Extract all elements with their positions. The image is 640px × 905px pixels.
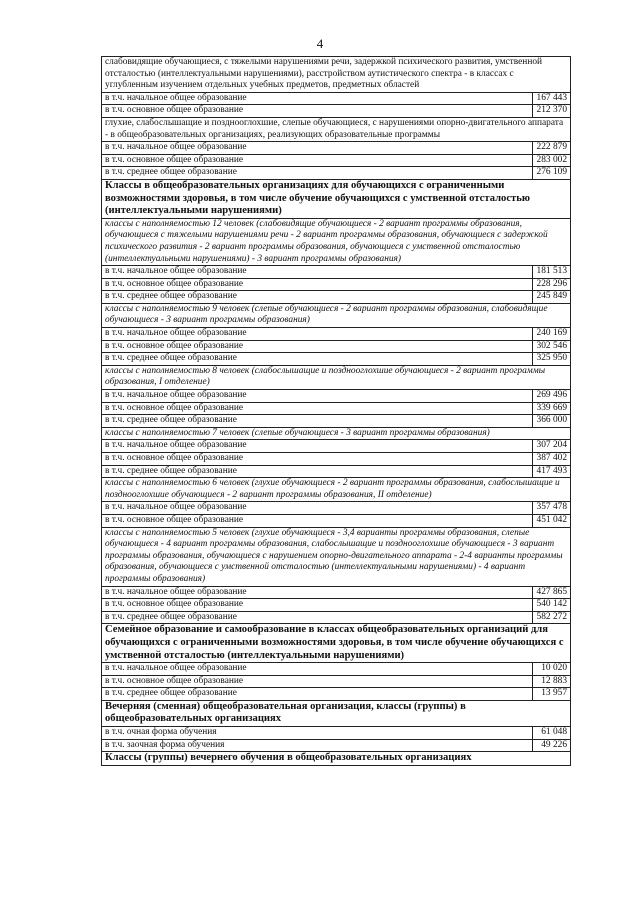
row-value: 417 493: [532, 465, 570, 478]
row-value: 10 020: [532, 663, 570, 676]
row-value: 540 142: [532, 599, 570, 612]
section-heading: Классы в общеобразовательных организациях для обучающихся с ограниченными возможностями здоровья, в том числе обучение обучающихся с умственной отсталостью (интеллектуальными нарушениями): [102, 179, 571, 218]
row-value: 167 443: [532, 92, 570, 105]
section-heading: Семейное образование и самообразование в классах общеобразовательных организаций для обучающихся с ограниченными возможностями здоровья, в том числе обучение обучающихся с умственной отсталостью (интеллектуальными нарушениями): [102, 624, 571, 663]
table-row: [102, 514, 571, 527]
row-value: 12 883: [532, 675, 570, 688]
table-row: [102, 390, 571, 403]
row-value: 240 169: [532, 328, 570, 341]
row-label: в т.ч. начальное общее образование: [102, 266, 533, 279]
table-row: [102, 675, 571, 688]
group-description: классы с наполняемостью 8 человек (слабослышащие и позднооглохшие обучающиеся - 2 вариант программы образования, I отделение): [102, 365, 571, 389]
group-description: классы с наполняемостью 5 человек (глухие обучающиеся - 3,4 варианты программы образования, слепые обучающиеся - 4 вариант программы образования, слабослышащие и позднооглохшие обучающиеся - 3 вариант программы образования, обучающиеся с нарушением опорно-двигательного аппарата - 2-4 варианты программы образования, обучающиеся с умственной отсталостью (интеллектуальными нарушениями) - 4 вариант программы образования): [102, 527, 571, 586]
row-value: 451 042: [532, 514, 570, 527]
category-row: [102, 117, 571, 141]
row-label: в т.ч. основное общее образование: [102, 278, 533, 291]
section-heading: Классы (группы) вечернего обучения в общеобразовательных организациях: [102, 752, 571, 766]
table-row: [102, 105, 571, 118]
row-label: в т.ч. начальное общее образование: [102, 390, 533, 403]
table-row: [102, 440, 571, 453]
row-value: 582 272: [532, 611, 570, 624]
group-description: классы с наполняемостью 6 человек (глухие обучающиеся - 2 вариант программы образования, слабослышащие и позднооглохшие обучающиеся - 2 вариант программы образования, II отделение): [102, 478, 571, 502]
class-group-row: [102, 365, 571, 389]
row-value: 387 402: [532, 453, 570, 466]
row-label: в т.ч. начальное общее образование: [102, 440, 533, 453]
table-row: [102, 586, 571, 599]
class-group-row: [102, 478, 571, 502]
row-value: 427 865: [532, 586, 570, 599]
row-label: в т.ч. среднее общее образование: [102, 611, 533, 624]
table-row: [102, 465, 571, 478]
class-group-row: [102, 218, 571, 265]
row-label: в т.ч. основное общее образование: [102, 599, 533, 612]
table-row: [102, 611, 571, 624]
table-row: [102, 340, 571, 353]
row-value: 283 002: [532, 154, 570, 167]
table-row: [102, 663, 571, 676]
table-row: [102, 688, 571, 701]
table-row: [102, 328, 571, 341]
row-label: в т.ч. основное общее образование: [102, 105, 533, 118]
table-row: [102, 291, 571, 304]
row-value: 245 849: [532, 291, 570, 304]
row-label: в т.ч. начальное общее образование: [102, 328, 533, 341]
section-heading-row: [102, 700, 571, 726]
row-value: 222 879: [532, 142, 570, 155]
row-label: в т.ч. среднее общее образование: [102, 465, 533, 478]
row-label: в т.ч. начальное общее образование: [102, 586, 533, 599]
row-label: в т.ч. среднее общее образование: [102, 353, 533, 366]
row-label: в т.ч. заочная форма обучения: [102, 739, 533, 752]
page-number: 4: [316, 36, 324, 51]
group-description: классы с наполняемостью 7 человек (слепые обучающиеся - 3 вариант программы образования): [102, 427, 571, 440]
table-row: [102, 92, 571, 105]
row-label: в т.ч. начальное общее образование: [102, 663, 533, 676]
cost-standards-table: [101, 56, 571, 766]
row-label: в т.ч. основное общее образование: [102, 453, 533, 466]
table-row: [102, 415, 571, 428]
group-description: глухие, слабослышащие и позднооглохшие, слепые обучающиеся, с нарушениями опорно-двигательного аппарата - в общеобразовательных организациях, реализующих образовательные программы: [102, 117, 571, 141]
row-value: 228 296: [532, 278, 570, 291]
row-value: 366 000: [532, 415, 570, 428]
table-row: [102, 453, 571, 466]
category-row: [102, 57, 571, 93]
group-description: классы с наполняемостью 9 человек (слепые обучающиеся - 2 вариант программы образования, слабовидящие обучающиеся - 3 вариант программы образования): [102, 303, 571, 327]
row-value: 13 957: [532, 688, 570, 701]
row-value: 307 204: [532, 440, 570, 453]
section-heading-row: [102, 179, 571, 218]
row-value: 269 496: [532, 390, 570, 403]
table-row: [102, 154, 571, 167]
row-label: в т.ч. основное общее образование: [102, 402, 533, 415]
section-heading-row: [102, 752, 571, 766]
group-description: классы с наполняемостью 12 человек (слабовидящие обучающиеся - 2 вариант программы образования, обучающиеся с тяжелыми нарушениями речи - 2 вариант программы образования, обучающиеся с задержкой психического развития - 2 вариант программы образования, обучающиеся с умственной отсталостью (интеллектуальными нарушениями) - 3 вариант программы образования): [102, 218, 571, 265]
row-label: в т.ч. среднее общее образование: [102, 291, 533, 304]
row-label: в т.ч. основное общее образование: [102, 340, 533, 353]
row-value: 357 478: [532, 502, 570, 515]
row-label: в т.ч. очная форма обучения: [102, 727, 533, 740]
table-row: [102, 167, 571, 180]
class-group-row: [102, 427, 571, 440]
row-label: в т.ч. среднее общее образование: [102, 415, 533, 428]
row-value: 276 109: [532, 167, 570, 180]
table-row: [102, 502, 571, 515]
table-row: [102, 266, 571, 279]
table-row: [102, 142, 571, 155]
section-heading: Вечерняя (сменная) общеобразовательная организация, классы (группы) в общеобразовательных организациях: [102, 700, 571, 726]
row-label: в т.ч. среднее общее образование: [102, 167, 533, 180]
row-label: в т.ч. начальное общее образование: [102, 142, 533, 155]
row-value: 212 370: [532, 105, 570, 118]
row-label: в т.ч. основное общее образование: [102, 514, 533, 527]
row-value: 302 546: [532, 340, 570, 353]
row-label: в т.ч. начальное общее образование: [102, 502, 533, 515]
row-label: в т.ч. основное общее образование: [102, 154, 533, 167]
row-label: в т.ч. среднее общее образование: [102, 688, 533, 701]
group-description: слабовидящие обучающиеся, с тяжелыми нарушениями речи, задержкой психического развития, умственной отсталостью (интеллектуальными нарушениями), расстройством аутистического спектра - в классах с углубленным изучением отдельных учебных предметов, предметных областей: [102, 57, 571, 93]
row-value: 325 950: [532, 353, 570, 366]
row-value: 49 226: [532, 739, 570, 752]
table-row: [102, 599, 571, 612]
row-value: 61 048: [532, 727, 570, 740]
table-body: [102, 57, 571, 766]
table-row: [102, 353, 571, 366]
table-row: [102, 402, 571, 415]
table-row: [102, 278, 571, 291]
class-group-row: [102, 303, 571, 327]
class-group-row: [102, 527, 571, 586]
table-row: [102, 727, 571, 740]
section-heading-row: [102, 624, 571, 663]
table-row: [102, 739, 571, 752]
row-value: 339 669: [532, 402, 570, 415]
row-label: в т.ч. основное общее образование: [102, 675, 533, 688]
row-label: в т.ч. начальное общее образование: [102, 92, 533, 105]
row-value: 181 513: [532, 266, 570, 279]
